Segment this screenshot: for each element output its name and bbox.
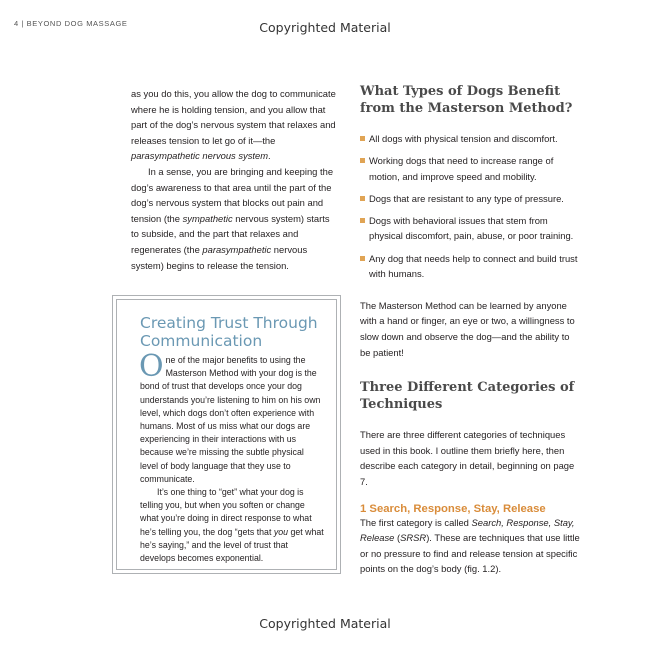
italic-run: you	[273, 526, 289, 537]
list-item: Dogs with behavioral issues that stem from physical discomfort, pain, abuse, or poor training.	[360, 213, 580, 244]
list-item: All dogs with physical tension and discomfort.	[360, 131, 580, 147]
list-item: Any dog that needs help to connect and build trust with humans.	[360, 251, 580, 282]
right-paragraph-1: The Masterson Method can be learned by anyone with a hand or finger, an eye or two, a willingness to slow down and observe the dog—and the ability to be patient!	[360, 299, 575, 358]
right-paragraph-2: There are three different categories of techniques used in this book. I outline them briefly here, then describe each category in detail, beginning on page 7.	[360, 429, 575, 487]
square-bullet-icon	[360, 136, 365, 141]
sidebar-title: Creating Trust Through Communication	[140, 314, 318, 350]
left-paragraph-2	[131, 164, 336, 273]
sidebar-box	[112, 295, 341, 574]
italic-run: sympathetic	[182, 212, 233, 224]
subheading-srsr: 1 Search, Response, Stay, Release	[360, 502, 546, 515]
text-run: get what he’s saying,” and the level of trust that develops becomes exponential.	[140, 526, 324, 564]
sidebar-paragraph-1	[139, 349, 324, 486]
text-run: nervous system) begins to release the tension.	[131, 243, 308, 271]
text-run: (	[394, 532, 401, 544]
text-run: .	[268, 150, 271, 162]
copyright-watermark-bottom: Copyrighted Material	[259, 616, 391, 631]
square-bullet-icon	[360, 218, 365, 223]
text-run: In a sense, you are bringing and keeping the dog’s awareness to that area until the part of the dog’s nervous system that blocks out pain and tension (the	[131, 165, 334, 224]
copyright-watermark-top: Copyrighted Material	[259, 20, 391, 35]
benefit-list	[360, 131, 580, 282]
italic-run: parasympathetic nervous system	[131, 150, 269, 162]
right-paragraph-3	[360, 515, 580, 577]
text-run: ). These are techniques that use little or no pressure to find and release tension at specific points on the dog’s body (fig. 1.2).	[360, 532, 580, 575]
square-bullet-icon	[360, 158, 365, 163]
text-run: nervous system) starts to subside, and the part that relaxes and regenerates (the	[131, 212, 330, 255]
italic-run: parasympathetic	[202, 243, 272, 255]
sidebar-paragraph-2	[140, 486, 324, 565]
heading-categories: Three Different Categories of Techniques	[360, 380, 575, 412]
square-bullet-icon	[360, 256, 365, 261]
list-item: Working dogs that need to increase range of motion, and improve speed and mobility.	[360, 153, 580, 184]
text-run: It’s one thing to “get” what your dog is telling you, but when you soften or change what you’re doing in direct response to what he’s telling you, the dog “gets that	[140, 487, 312, 537]
sidebar-paragraph-1-text: ne of the major benefits to using the Masterson Method with your dog is the bond of trust that develops once your dog understands you’re listening to him on his own level, which dogs don’t often experience with humans. Most of us miss what our dogs are experiencing in their interactions with us because we’re missing the subtle physical level of body language that they use to communicate.	[140, 355, 321, 484]
sidebar-inner-frame	[116, 299, 337, 570]
left-paragraph-1	[131, 86, 336, 164]
drop-cap: O	[139, 349, 164, 384]
text-run: The first category is called	[360, 516, 472, 528]
left-column	[131, 86, 336, 273]
running-head: 4 | BEYOND DOG MASSAGE	[14, 19, 128, 28]
heading-dog-types: What Types of Dogs Benefit from the Masterson Method?	[360, 84, 573, 116]
italic-run: SRSR	[400, 532, 427, 544]
square-bullet-icon	[360, 196, 365, 201]
right-column	[360, 84, 580, 577]
text-run: as you do this, you allow the dog to communicate where he is holding tension, and you allow that part of the dog’s nervous system that relaxes and releases tension to let go of it—the	[131, 88, 336, 146]
list-item: Dogs that are resistant to any type of pressure.	[360, 191, 580, 207]
italic-run: Search, Response, Stay, Release	[360, 516, 575, 544]
